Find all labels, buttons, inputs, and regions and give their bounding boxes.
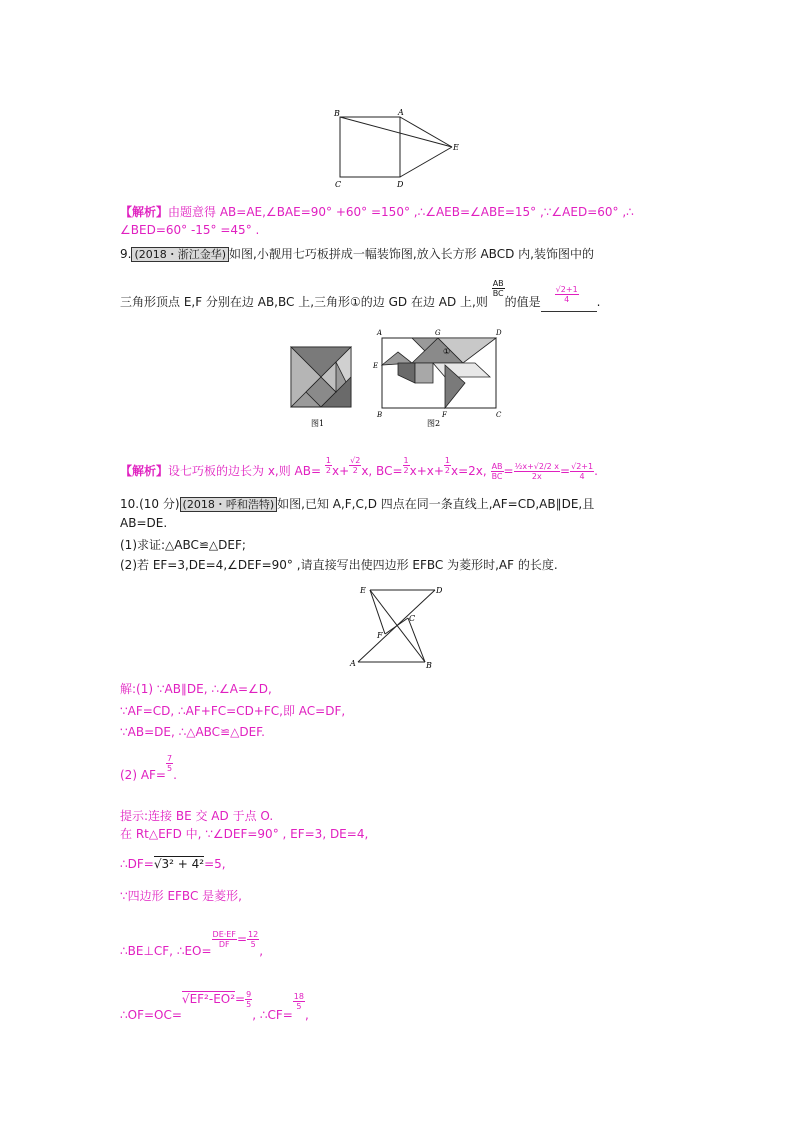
sol-line7 [120, 856, 226, 872]
den: DF [218, 940, 230, 949]
num: DE·EF [212, 930, 236, 939]
q9-analysis-text5: x=2x, [451, 464, 487, 478]
caption-fig2: 图2 [427, 419, 441, 428]
sol-line10 [120, 990, 309, 1025]
text: ∴OF=OC= [120, 1008, 182, 1022]
sol-line8: ∵四边形 EFBC 是菱形, [120, 889, 242, 903]
label-D: D [397, 180, 404, 189]
q9-analysis [120, 456, 598, 481]
figure-square-triangle [330, 105, 470, 195]
sol-line5: 提示:连接 BE 交 AD 于点 O. [120, 809, 274, 823]
num: 1 [325, 456, 331, 465]
label-B: B [334, 109, 340, 118]
num: 12 [248, 930, 259, 939]
frac-sqrt2-2 [349, 456, 361, 475]
text: , ∴CF= [252, 1008, 293, 1022]
frac-big [514, 462, 560, 481]
den: 4 [579, 472, 585, 481]
q9-answer-den: 4 [564, 295, 570, 304]
label-B2: B [377, 411, 383, 419]
frac-18-5 [293, 992, 305, 1011]
q9-text3: 的值是 [504, 295, 541, 309]
q9-analysis-text3: x, BC= [361, 464, 403, 478]
figure-rhombus [350, 582, 460, 672]
den: 2 [403, 466, 409, 475]
label-A3: A [350, 659, 356, 668]
frac-result [570, 462, 594, 481]
label-circle-1: ① [443, 347, 451, 356]
q9-line1 [120, 246, 594, 263]
num: AB [491, 462, 503, 471]
end: , [259, 944, 264, 958]
label-E: E [453, 143, 459, 152]
frac-ab-bc [491, 462, 504, 481]
den: 5 [296, 1002, 302, 1011]
q9-number: 9. [120, 247, 132, 261]
q9-analysis-text2: x+ [331, 464, 350, 478]
sol-line1: 解:(1) ∵AB∥DE, ∴∠A=∠D, [120, 682, 272, 696]
q8-analysis-line2: ∠BED=60° -15° =45° . [120, 223, 260, 237]
den: 2 [352, 466, 358, 475]
num: 18 [293, 992, 304, 1001]
label-B3: B [426, 661, 432, 670]
den: BC [491, 472, 503, 481]
frac-half-1 [325, 456, 332, 475]
num: ½x+√2/2 x [514, 462, 560, 471]
q8-analysis-text: 由题意得 AB=AE,∠BAE=90° +60° =150° ,∴∠AEB=∠ABE=15° ,∵∠AED=60° ,∴ [168, 205, 634, 219]
label-A2: A [377, 329, 383, 337]
end: . [594, 464, 598, 478]
den: 5 [166, 764, 173, 773]
frac-9-5 [245, 990, 252, 1009]
den: 5 [246, 1000, 252, 1009]
q10-source-tag: (2018・呼和浩特) [180, 497, 278, 512]
sol-line4 [120, 754, 177, 785]
q9-ratio-den: BC [492, 289, 504, 298]
q9-end: . [596, 295, 601, 309]
q9-source-tag: (2018・浙江金华) [131, 247, 229, 262]
equals: = [236, 932, 248, 946]
equals: = [235, 992, 246, 1006]
frac-7-5 [166, 754, 173, 773]
label-C2: C [496, 411, 502, 419]
num: 1 [444, 456, 451, 465]
q10-part2: (2)若 EF=3,DE=4,∠DEF=90° ,请直接写出使四边形 EFBC 为菱形时,AF 的长度. [120, 558, 558, 572]
text: ∴BE⊥CF, ∴EO= [120, 944, 212, 958]
label-E3: E [360, 586, 366, 595]
q9-analysis-text4: x+x+ [409, 464, 444, 478]
label-C3: C [409, 614, 416, 623]
q9-text2: 三角形顶点 E,F 分别在边 AB,BC 上,三角形①的边 GD 在边 AD 上,则 [120, 295, 488, 309]
label-F: F [442, 411, 447, 419]
q8-analysis-line1 [120, 204, 634, 220]
q9-text1: 如图,小靓用七巧板拼成一幅装饰图,放入长方形 ABCD 内,装饰图中的 [229, 247, 594, 261]
analysis-tag: 【解析】 [120, 205, 169, 219]
frac-half-3 [444, 456, 451, 475]
label-F3: F [377, 631, 383, 640]
num: √2 [350, 456, 361, 465]
equals: = [503, 464, 514, 478]
label-D2: D [496, 329, 502, 337]
num: 1 [403, 456, 409, 465]
q10-number: 10.(10 分) [120, 497, 180, 511]
label-A: A [398, 108, 404, 117]
caption-fig1: 图1 [311, 419, 325, 428]
num: √2+1 [571, 462, 594, 471]
q9-answer-num: √2+1 [555, 285, 578, 294]
analysis-tag: 【解析】 [120, 464, 169, 478]
label-G: G [435, 329, 441, 337]
frac-half-2 [403, 456, 410, 475]
end: . [173, 768, 177, 782]
end: , [304, 1008, 309, 1022]
q9-ratio-fraction [492, 279, 505, 298]
num: 9 [246, 990, 252, 999]
q9-analysis-text1: 设七巧板的边长为 x,则 AB= [168, 464, 322, 478]
label-E2: E [373, 362, 379, 370]
equals: = [560, 464, 571, 478]
q10-line1 [120, 496, 594, 513]
root: √EF²-EO² [181, 992, 236, 1006]
q9-ratio-num: AB [492, 279, 504, 288]
q9-answer-fraction [555, 285, 579, 304]
root: √3² + 4² [153, 857, 205, 871]
num: 7 [166, 754, 173, 763]
q10-text1: 如图,已知 A,F,C,D 四点在同一条直线上,AF=CD,AB∥DE,且 [277, 497, 595, 511]
den: 5 [250, 940, 256, 949]
q9-line2 [120, 279, 601, 312]
den: 2 [444, 466, 451, 475]
sol-line3: ∵AB=DE, ∴△ABC≌△DEF. [120, 725, 265, 739]
end: =5, [204, 857, 226, 871]
label-D3: D [436, 586, 443, 595]
q10-part1: (1)求证:△ABC≌△DEF; [120, 538, 246, 552]
answer-blank [541, 285, 597, 312]
den: 2 [325, 466, 331, 475]
q10-line2: AB=DE. [120, 516, 168, 530]
figure-tangram [285, 325, 515, 435]
label-C: C [335, 180, 342, 189]
text: (2) AF= [120, 768, 166, 782]
sol-line6: 在 Rt△EFD 中, ∵∠DEF=90° , EF=3, DE=4, [120, 827, 369, 841]
frac-12-5 [247, 930, 259, 949]
sol-line2: ∵AF=CD, ∴AF+FC=CD+FC,即 AC=DF, [120, 704, 346, 718]
den: 2x [531, 472, 542, 481]
frac-de-ef-df [212, 930, 237, 949]
text: ∴DF= [120, 857, 154, 871]
